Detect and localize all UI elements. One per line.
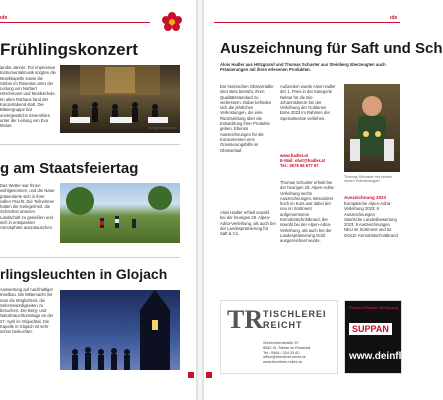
photo-credit: Sonja Trautmann: [148, 126, 177, 130]
award-item: Europäische Alpen-Adria-Verleihung 2023: 6 Auszeichnungen: [344, 201, 392, 217]
hadler-phone: Tel.: 0676 56 677 67: [280, 163, 319, 168]
schuster-photo-caption: Thomas Schuster mit seinen neuen Prämierungen.: [344, 175, 393, 183]
section-tag: ıde: [0, 15, 8, 21]
spread-gutter: [196, 0, 204, 400]
tischlerei-email[interactable]: office@tischlerei-reicht.at: [263, 355, 306, 360]
tischlerei-website[interactable]: www.tischlerei-reicht.at: [263, 360, 302, 365]
page-marker-right: [206, 372, 212, 378]
headline-concert: Frühlingskonzert: [0, 40, 138, 59]
left-page: [0, 0, 196, 400]
tischlerei-logo: TR: [227, 305, 264, 334]
header-rule: [0, 22, 150, 23]
article-award-col2b: Thomas Schuster erhielt bei der heurigen 29. Alpen-Adria-Verleihung sechs Auszeichnungen. Besonders hoch im Kurs war dabei der neu im Sortiment aufgenommene Kernobstschnittbrand, der sowohl bei der Alpen-Adria-Verleihung, als auch bei der Landesprämierung Gold ausgezeichnet wurde.: [280, 180, 335, 244]
article-holiday-text: Das Wetter war Ihnen wohlgesonnen, und die Natur präsentierte sich in ihrer vollen Pracht. Die Teilnehmer hatten die Gelegenheit, die Schönheit unseren Landschaft zu genießen und sich in entspannter Atmosphäre auszutauschen.: [0, 183, 55, 231]
right-page: [204, 0, 443, 400]
divider: [0, 144, 180, 145]
page-marker-left: [188, 372, 194, 378]
ad-suppan[interactable]: [344, 300, 402, 374]
tischlerei-address-city: 8082 St. Stefan im Rosental: [263, 345, 311, 350]
article-concert-text: iprobe Jänner. Für impressive Instrumentalmusik sorgten die Musikkapelle sowie die Stefan im Rosental unter der Leitung von Norbert Hirschmann und Musikschule. Im alten Rathaus fand der Konzertabend statt. Die Bläsergruppe bot unvergessliche Ensembles unter der Leitung von Eva Moser.: [0, 65, 56, 129]
awards-list: [344, 201, 400, 238]
awards-title: Auszeichnung 2023: [344, 195, 387, 200]
article-lights-text: Auswertung auf nachhaltiger Inselbau. Bis Mittemacht mit man die Möglichkeit, die Sehenswürdigkeiten zu besuchen. Die Berg- und Naturbrauchtumstage an der 27. April im Glojachtal. Die Kapelle in Glojach ist sehr schön beleuchtet.: [0, 287, 54, 335]
ad-tischlerei[interactable]: [220, 300, 338, 374]
tischlerei-contact: [263, 341, 310, 365]
article-award-col1: Die heimischen Obstverädler sind stets bemüht, ihren Qualitätsstandard zu verbessern. Dabei befinden sich die jährlichen Verkostungen, die eine Rückmeldung über die Entwicklung ihrer Produkte geben. Ebenso Auszeichnungen für die Konsumenten eine Orientierungshilfe im Obstverlauf.: [220, 84, 274, 153]
suppan-brand: SUPPAN: [349, 323, 392, 335]
header-rule: [214, 22, 400, 23]
article-award-col2: Außerdem wurde Alois Hadler der 1. Preis in der Kategorie Nektar für die Bio-Johannisbeere bei der Verleihung der Goldenen Birne 2023 im Rahmen der Spezialmesse verliehen.: [280, 84, 336, 121]
suppan-tagline: Fliesen-Platten Verlegung: [349, 305, 398, 310]
divider: [0, 257, 180, 258]
award-item: Steirische Landesbewertung 2023: 9 Auszeichnungen: [344, 216, 397, 228]
flower-logo-icon: [160, 10, 184, 34]
hadler-email[interactable]: E-Mail: obst@hadler.at: [280, 158, 326, 163]
article-award-col1b: Alois Hadler erhielt sowohl bei der heurigen 29. Alpen-Adria-Verleihung, als auch bei der Landesprämierung für Saft & Co.: [220, 210, 276, 237]
hiking-photo: [60, 183, 180, 243]
article-intro: Alois Hadler aus Hölzgrund und Thomas Schuster aus Steinberg überzeugten auch Prämierungen mit ihren erlesenen Produkten.: [220, 62, 386, 73]
headline-holiday: g am Staatsfeiertag: [0, 160, 139, 177]
section-tag: ıdе: [390, 15, 398, 21]
tischlerei-name-bottom: REICHT: [263, 320, 303, 330]
schuster-photo: [344, 84, 400, 172]
headline-award: Auszeichnung für Saft und Sch: [220, 40, 443, 57]
night-church-photo: [60, 290, 180, 370]
concert-photo: [60, 65, 180, 133]
tischlerei-name-top: TISCHLEREI: [263, 309, 327, 319]
headline-spring-lights: rlingsleuchten in Glojach: [0, 266, 168, 282]
tischlerei-address-street: Schlechkenstraße 57: [263, 341, 299, 345]
suppan-website[interactable]: www.deinfl: [349, 351, 402, 362]
award-item: NEU im Sortiment und 2x GOLD: Kernobstschnittbrand: [344, 227, 398, 238]
hadler-website[interactable]: www.hadler.at: [280, 153, 309, 158]
tischlerei-phone: Tel.: 0664 / 324 53 60: [263, 350, 300, 355]
